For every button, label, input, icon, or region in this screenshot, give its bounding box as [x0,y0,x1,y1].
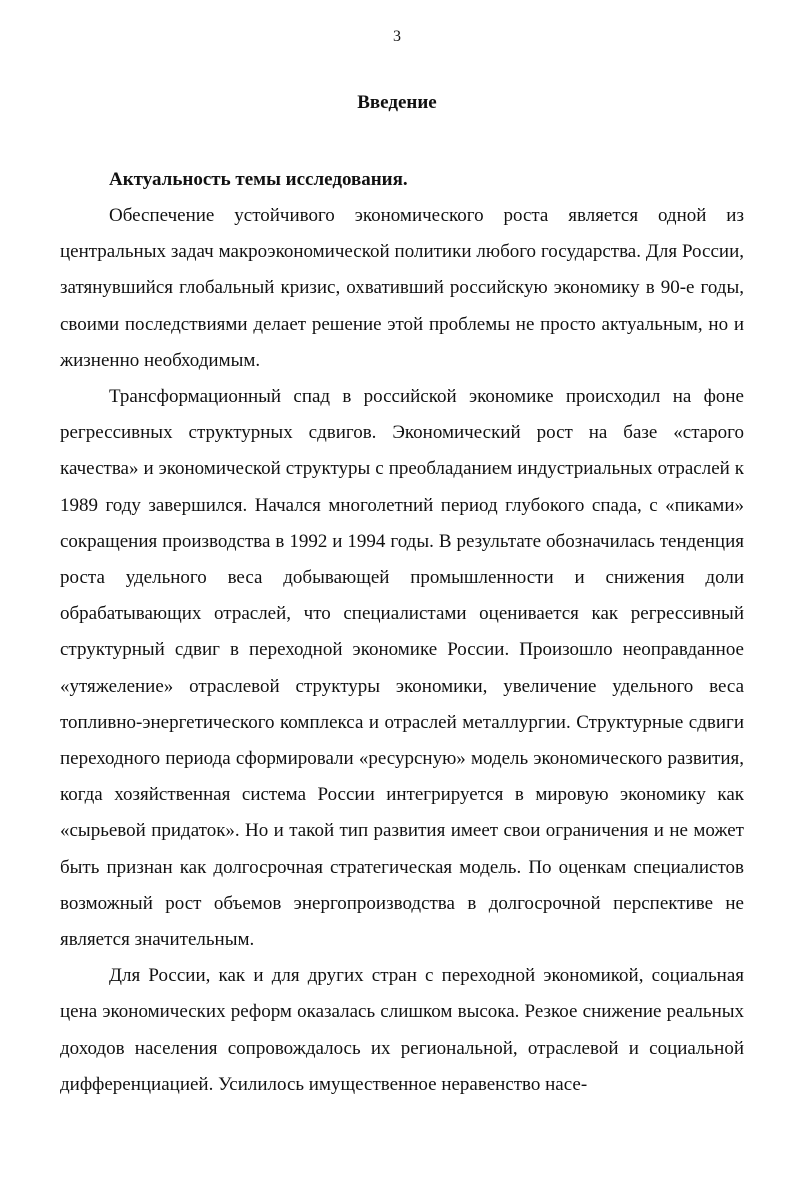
page-number: 3 [393,28,401,45]
paragraph-1: Обеспечение устойчивого экономического роста является одной из центральных задач макроэкономической политики любого государства. Для России, затянувшийся глобальный кризис, охвативший российскую экономику в 90-е годы, своими последствиями делает решение этой проблемы не просто актуальным, но и жизненно необходимым. [60,205,744,371]
section-heading: Введение [357,92,437,113]
paragraph-2: Трансформационный спад в российской экономике происходил на фоне регрессивных структурных сдвигов. Экономический рост на базе «старого качества» и экономической структуры с преобладанием индустриальных отраслей к 1989 году завершился. Начался многолетний период глубокого спада, с «пиками» сокращения производства в 1992 и 1994 годы. В результате обозначилась тенденция роста удельного веса добывающей промышленности и снижения доли обрабатывающих отраслей, что специалистами оценивается как регрессивный структурный сдвиг в переходной экономике России. Произошло неоправданное «утяжеление» отраслевой структуры экономики, увеличение удельного веса топливно-энергетического комплекса и отраслей металлургии. Структурные сдвиги переходного периода сформировали «ресурсную» модель экономического развития, когда хозяйственная система России интегрируется в мировую экономику как «сырьевой придаток». Но и такой тип развития имеет свои ограничения и не может быть признан как долгосрочная стратегическая модель. По оценкам специалистов возможный рост объемов энергопроизводства в долгосрочной перспективе не является значительным. [60,386,744,951]
body-text [60,198,744,1103]
subsection-heading: Актуальность темы исследования. [109,169,408,190]
paragraph-3: Для России, как и для других стран с переходной экономикой, социальная цена экономических реформ оказалась слишком высока. Резкое снижение реальных доходов населения сопровождалось их региональной, отраслевой и социальной дифференциацией. Усилилось имущественное неравенство насе- [60,965,744,1095]
